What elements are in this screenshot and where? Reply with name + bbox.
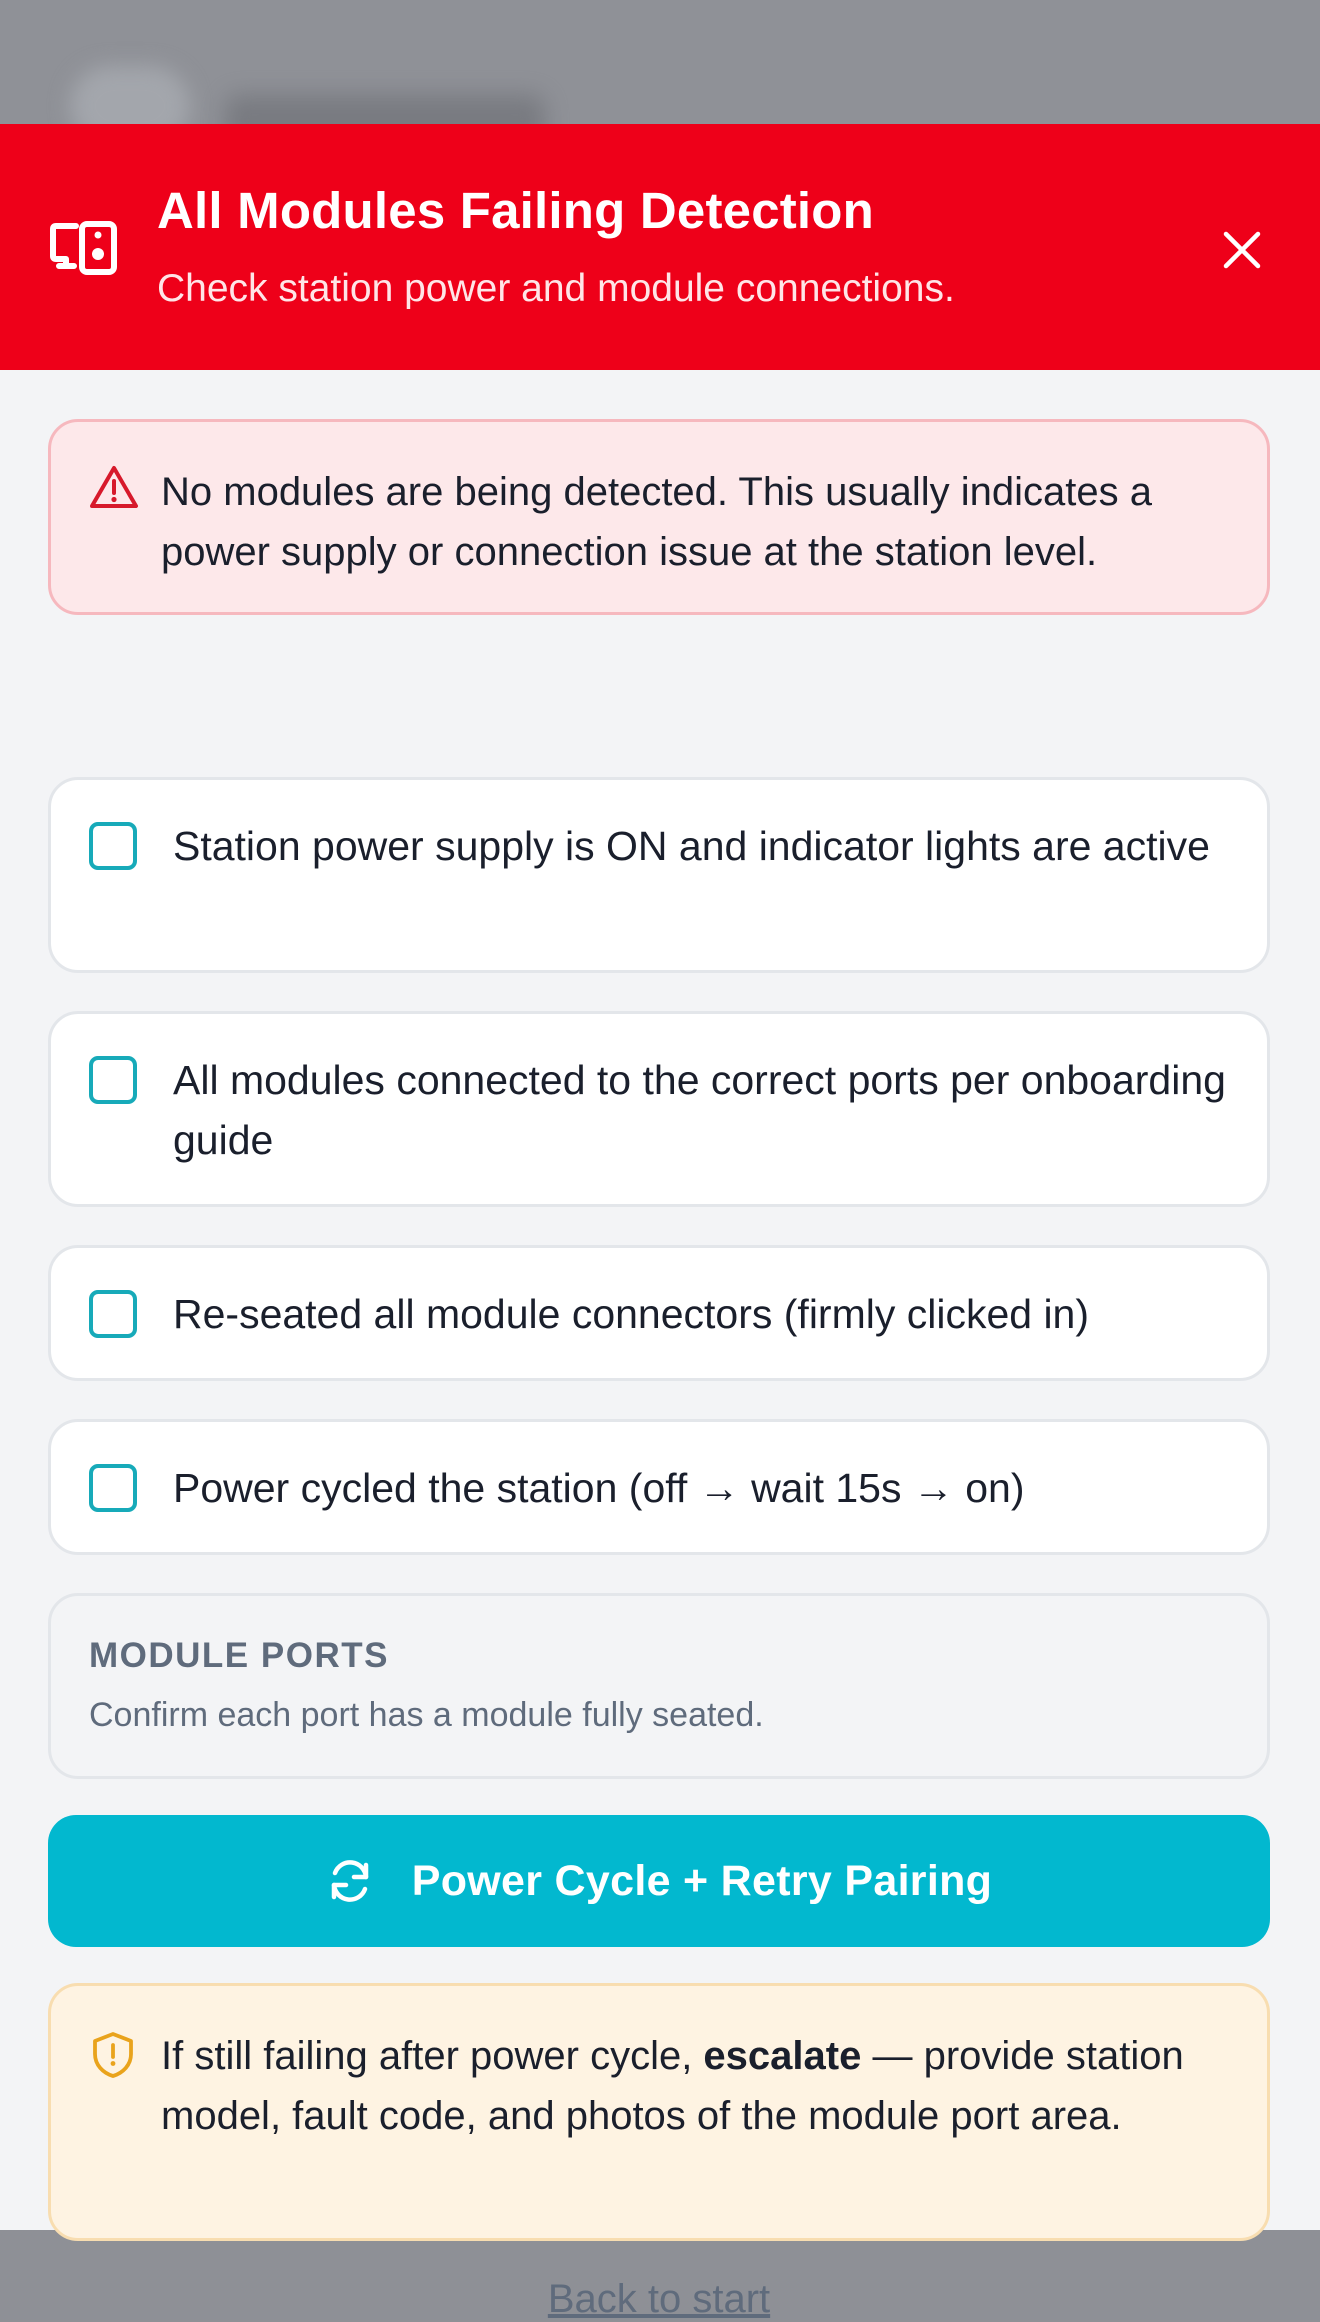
checklist-item-module-ports[interactable] bbox=[48, 1011, 1270, 1207]
escalation-notice bbox=[48, 1983, 1270, 2241]
power-cycle-retry-button[interactable] bbox=[48, 1815, 1270, 1947]
checkbox[interactable] bbox=[89, 822, 137, 870]
checklist-item-label: Power cycled the station (off → wait 15s → on) bbox=[173, 1465, 1025, 1511]
primary-button-label: Power Cycle + Retry Pairing bbox=[411, 1856, 993, 1905]
checkbox[interactable] bbox=[89, 1290, 137, 1338]
back-to-start-link[interactable]: Back to start bbox=[547, 2277, 771, 2321]
sheet-title: All Modules Failing Detection bbox=[157, 182, 875, 239]
checkbox[interactable] bbox=[89, 1056, 137, 1104]
escalation-text-end: — provide station model, fault code, and photos of the module port area. bbox=[161, 2034, 1184, 2138]
checkbox[interactable] bbox=[89, 1464, 137, 1512]
sheet-subtitle: Check station power and module connections. bbox=[157, 267, 955, 310]
close-button[interactable] bbox=[1212, 220, 1272, 280]
checklist-item-reseat-connectors[interactable] bbox=[48, 1245, 1270, 1381]
sheet-header bbox=[0, 124, 1320, 370]
escalation-text-start: If still failing after power cycle, bbox=[161, 2034, 704, 2078]
escalation-text bbox=[161, 2026, 1251, 2146]
checklist-item-power-cycle[interactable] bbox=[48, 1419, 1270, 1555]
alert-text: No modules are being detected. This usually indicates a power supply or connection issue at the station level. bbox=[161, 470, 1152, 574]
refresh-icon bbox=[326, 1857, 374, 1905]
checklist-item-power-supply[interactable] bbox=[48, 777, 1270, 973]
module-ports-subtitle: Confirm each port has a module fully seated. bbox=[89, 1696, 764, 1734]
escalation-keyword: escalate bbox=[703, 2034, 862, 2078]
module-ports-title: MODULE PORTS bbox=[89, 1636, 389, 1675]
station-modules-icon bbox=[50, 220, 118, 276]
warning-triangle-icon bbox=[89, 464, 139, 510]
checklist-item-label: Station power supply is ON and indicator lights are active bbox=[173, 823, 1210, 869]
troubleshoot-sheet bbox=[0, 124, 1320, 2321]
module-ports-panel bbox=[48, 1593, 1270, 1779]
checklist-item-label: All modules connected to the correct ports per onboarding guide bbox=[173, 1057, 1226, 1163]
close-icon bbox=[1222, 230, 1262, 270]
checklist-item-label: Re-seated all module connectors (firmly clicked in) bbox=[173, 1291, 1090, 1337]
error-alert bbox=[48, 419, 1270, 615]
shield-alert-icon bbox=[91, 2031, 135, 2079]
